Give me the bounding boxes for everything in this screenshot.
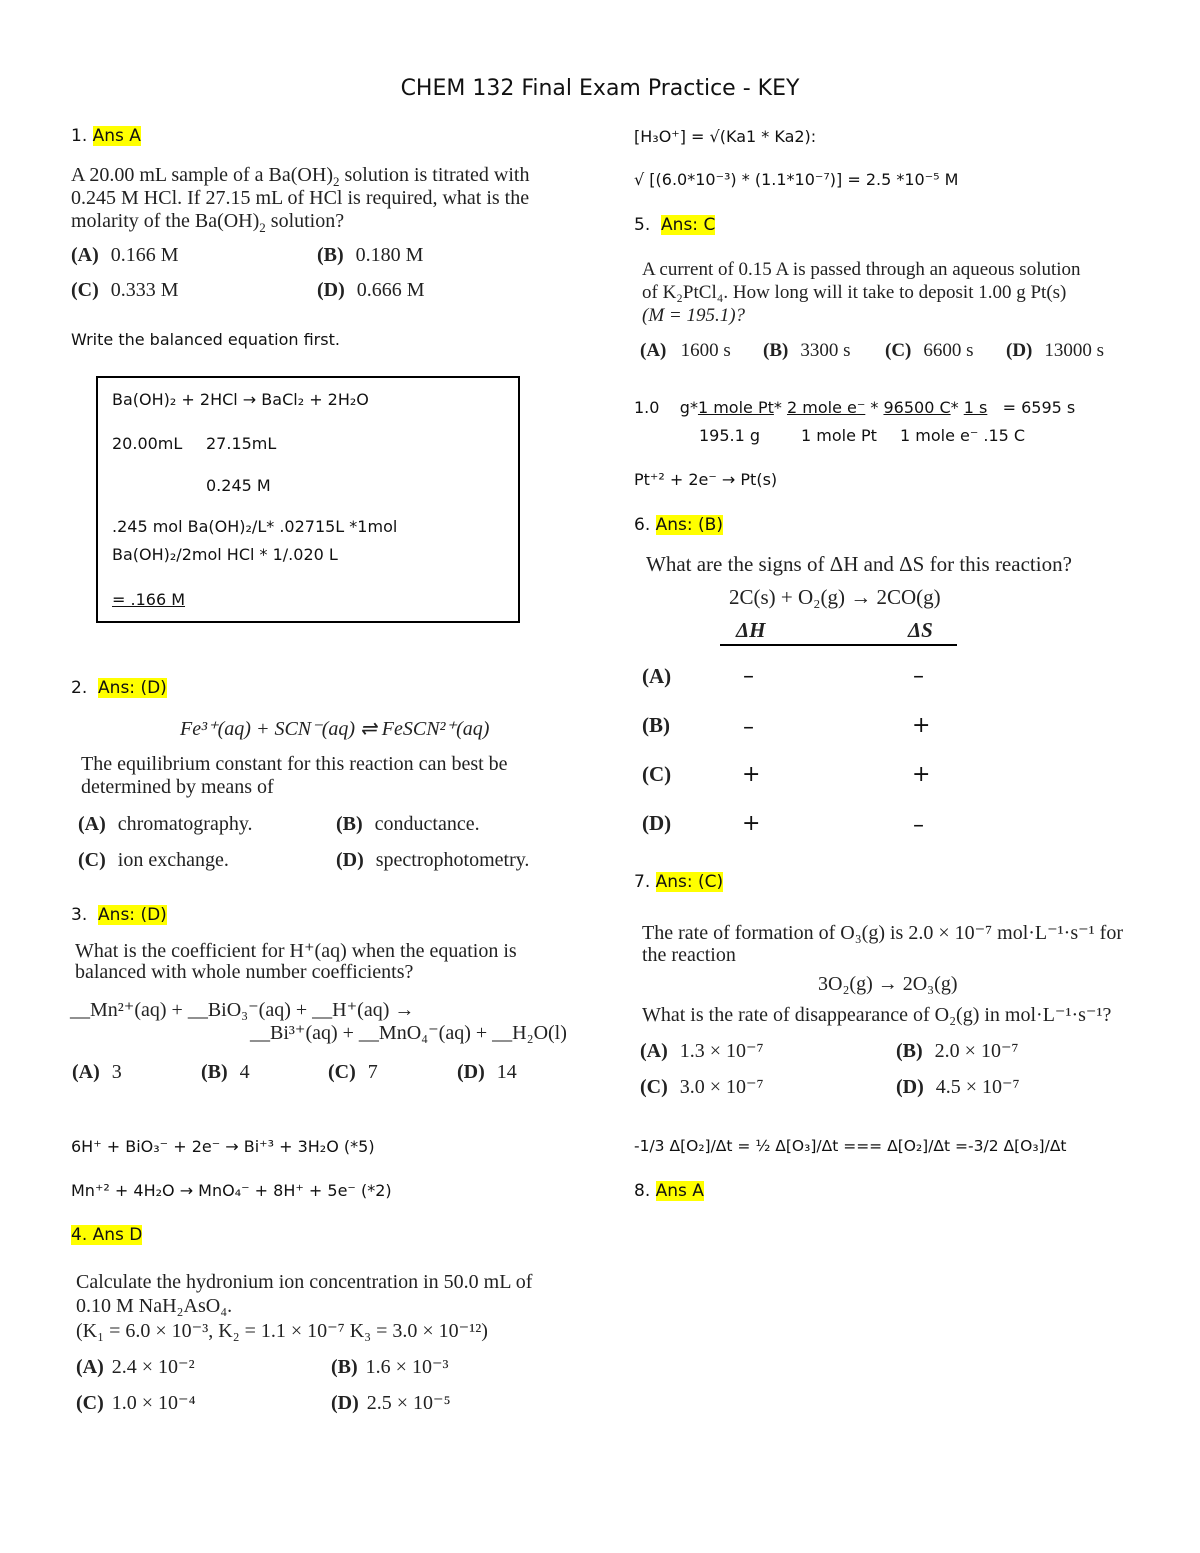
- q6-header: 6. Ans: (B): [634, 515, 723, 535]
- q3-option-a: (A) 3: [72, 1061, 122, 1083]
- q6-reaction: 2C(s) + O₂(g) → 2CO(g): [729, 585, 941, 609]
- q2-answer: Ans: (D): [98, 678, 167, 698]
- q6-row-d-ds: –: [913, 813, 924, 838]
- q3-header: 3. Ans: (D): [71, 905, 167, 925]
- q7-answer: Ans: (C): [655, 872, 724, 892]
- q1-note: Write the balanced equation first.: [71, 330, 340, 349]
- q1-stem-line2: 0.245 M HCl. If 27.15 mL of HCl is required, what is the: [71, 187, 530, 209]
- q6-row-b-ds: +: [912, 713, 931, 738]
- q1-calc-line2: Ba(OH)₂/2mol HCl * 1/.020 L: [112, 545, 338, 564]
- q7-rate-relation: -1/3 Δ[O₂]/Δt = ½ Δ[O₃]/Δt === Δ[O₂]/Δt =-3/2 Δ[O₃]/Δt: [634, 1137, 1067, 1155]
- q5-option-a: (A) 1600 s: [640, 340, 731, 361]
- q6-row-a-dh: –: [743, 664, 754, 689]
- q5-half-reaction: Pt⁺² + 2e⁻ → Pt(s): [634, 470, 778, 489]
- q2-stem-line1: The equilibrium constant for this reaction can best be: [81, 753, 508, 775]
- q3-equation-line1: __Mn²⁺(aq) + __BiO₃⁻(aq) + __H⁺(aq) →: [70, 999, 415, 1021]
- q6-column-dh: ΔH: [736, 618, 766, 642]
- q6-row-c-option: (C): [642, 762, 672, 786]
- q4-stem-line2: 0.10 M NaH₂AsO₄.: [76, 1295, 233, 1317]
- q2-option-b: (B) conductance.: [336, 813, 480, 835]
- q7-stem-line1: The rate of formation of O₃(g) is 2.0 × 10⁻⁷ mol·L⁻¹·s⁻¹ for: [642, 922, 1123, 944]
- q3-option-b: (B) 4: [201, 1061, 250, 1083]
- q2-reaction: Fe³⁺(aq) + SCN⁻(aq) ⇌ FeSCN²⁺(aq): [180, 718, 490, 740]
- q5-calc-numerator: 1.0 g*1 mole Pt* 2 mole e⁻ * 96500 C* 1 s = 6595 s: [634, 398, 1076, 417]
- q7-option-c: (C) 3.0 × 10⁻⁷: [640, 1076, 764, 1098]
- q2-header: 2. Ans: (D): [71, 678, 167, 698]
- q1-concentration: 0.245 M: [206, 476, 271, 495]
- q7-header: 7. Ans: (C): [634, 872, 724, 892]
- q4-answer: 4. Ans D: [71, 1225, 143, 1245]
- q3-equation-line2: __Bi³⁺(aq) + __MnO₄⁻(aq) + __H₂O(l): [250, 1022, 567, 1044]
- q5-stem-line1: A current of 0.15 A is passed through an aqueous solution: [642, 259, 1081, 280]
- q6-column-ds: ΔS: [908, 618, 933, 642]
- q1-answer: Ans A: [92, 126, 141, 146]
- q3-option-c: (C) 7: [328, 1061, 378, 1083]
- q2-option-c: (C) ion exchange.: [78, 849, 229, 871]
- q6-row-b-dh: –: [743, 715, 754, 740]
- q4-option-a: (A) 2.4 × 10⁻²: [76, 1356, 195, 1378]
- q6-row-d-option: (D): [642, 811, 672, 835]
- q1-option-b: (B) 0.180 M: [317, 244, 424, 266]
- q8-answer: Ans A: [655, 1181, 704, 1201]
- page-title: CHEM 132 Final Exam Practice - KEY: [400, 76, 800, 101]
- q1-stem-line1: A 20.00 mL sample of a $Ba(OH)_2$ solution is titrated with: [71, 164, 530, 189]
- q2-option-a: (A) chromatography.: [78, 813, 253, 835]
- q1-option-c: (C) 0.333 M: [71, 279, 179, 301]
- q5-calc-denominator-2: 1 mole Pt: [801, 426, 877, 445]
- q5-header: 5. Ans: C: [634, 215, 716, 235]
- q7-stem-line3: What is the rate of disappearance of O₂(g) in mol·L⁻¹·s⁻¹?: [642, 1004, 1112, 1026]
- q6-row-c-dh: +: [742, 762, 761, 787]
- q5-stem-line3: (M = 195.1)?: [642, 305, 746, 326]
- q7-option-b: (B) 2.0 × 10⁻⁷: [896, 1040, 1019, 1062]
- q1-work-box: [96, 376, 520, 623]
- q6-row-b-option: (B): [642, 713, 670, 737]
- q7-option-a: (A) 1.3 × 10⁻⁷: [640, 1040, 764, 1062]
- q1-volume-2: 27.15mL: [206, 434, 277, 453]
- q1-stem-line3: molarity of the $Ba(OH)_2$ solution?: [71, 210, 345, 235]
- q3-option-d: (D) 14: [457, 1061, 517, 1083]
- q5-stem-line2: of K₂PtCl₄. How long will it take to deposit 1.00 g Pt(s): [642, 282, 1067, 303]
- q3-half-reaction-1: 6H⁺ + BiO₃⁻ + 2e⁻ → Bi⁺³ + 3H₂O (*5): [71, 1137, 375, 1156]
- q3-stem-line1: What is the coefficient for H⁺(aq) when the equation is: [75, 940, 517, 962]
- q6-table-rule: [720, 644, 957, 646]
- q3-half-reaction-2: Mn⁺² + 4H₂O → MnO₄⁻ + 8H⁺ + 5e⁻ (*2): [71, 1181, 392, 1200]
- q1-option-d: (D) 0.666 M: [317, 279, 425, 301]
- q6-row-d-dh: +: [742, 811, 761, 836]
- q8-header: 8. Ans A: [634, 1181, 704, 1201]
- q5-option-b: (B) 3300 s: [763, 340, 851, 361]
- q2-option-d: (D) spectrophotometry.: [336, 849, 530, 871]
- q1-option-a: (A) 0.166 M: [71, 244, 179, 266]
- q3-stem-line2: balanced with whole number coefficients?: [75, 961, 414, 983]
- q4-stem-line3: (K₁ = 6.0 × 10⁻³, K₂ = 1.1 × 10⁻⁷ K₃ = 3.0 × 10⁻¹²): [76, 1320, 488, 1342]
- q5-option-c: (C) 6600 s: [885, 340, 974, 361]
- q4-option-c: (C) 1.0 × 10⁻⁴: [76, 1392, 196, 1414]
- q1-volume-1: 20.00mL: [112, 434, 183, 453]
- q4-option-b: (B) 1.6 × 10⁻³: [331, 1356, 449, 1378]
- q2-stem-line2: determined by means of: [81, 776, 274, 798]
- q4-calculation: √ [(6.0*10⁻³) * (1.1*10⁻⁷)] = 2.5 *10⁻⁵ M: [634, 170, 959, 189]
- q4-stem-line1: Calculate the hydronium ion concentration in 50.0 mL of: [76, 1271, 533, 1293]
- q4-formula: [H₃O⁺] = √(Ka1 * Ka2):: [634, 127, 817, 146]
- q5-option-d: (D) 13000 s: [1006, 340, 1105, 361]
- q7-option-d: (D) 4.5 × 10⁻⁷: [896, 1076, 1020, 1098]
- q7-reaction: 3O₂(g) → 2O₃(g): [818, 973, 958, 995]
- q6-answer: Ans: (B): [655, 515, 723, 535]
- q1-number: 1.: [71, 126, 88, 146]
- q4-option-d: (D) 2.5 × 10⁻⁵: [331, 1392, 451, 1414]
- q1-calc-line1: .245 mol Ba(OH)₂/L* .02715L *1mol: [112, 517, 398, 536]
- q3-answer: Ans: (D): [98, 905, 167, 925]
- q7-stem-line2: the reaction: [642, 944, 736, 966]
- q1-header: [71, 126, 141, 146]
- q4-header: [71, 1225, 142, 1245]
- q6-stem: What are the signs of ΔH and ΔS for this reaction?: [646, 552, 1072, 576]
- q6-row-c-ds: +: [912, 762, 931, 787]
- q5-calc-denominator-3: 1 mole e⁻ .15 C: [900, 426, 1026, 445]
- q1-balanced-equation: Ba(OH)₂ + 2HCl → BaCl₂ + 2H₂O: [112, 390, 369, 409]
- q1-result: = .166 M: [112, 590, 186, 609]
- q6-row-a-ds: –: [913, 664, 924, 689]
- q5-answer: Ans: C: [661, 215, 716, 235]
- q5-calc-denominator-1: 195.1 g: [699, 426, 761, 445]
- q6-row-a-option: (A): [642, 664, 672, 688]
